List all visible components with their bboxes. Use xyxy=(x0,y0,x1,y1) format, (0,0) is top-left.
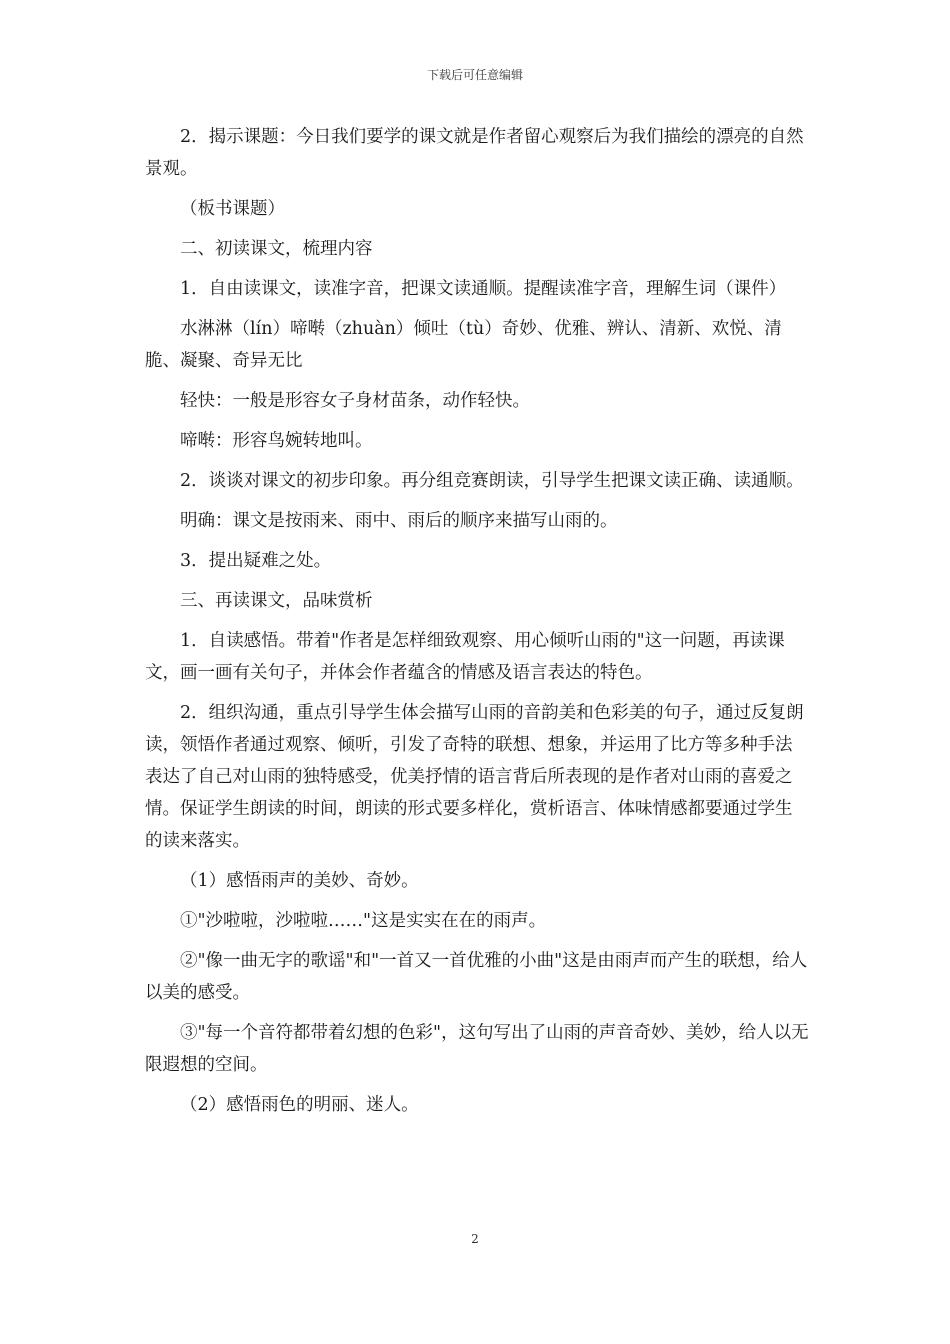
paragraph-vocabulary-list: 水淋淋（lín）啼啭（zhuàn）倾吐（tù）奇妙、优雅、辨认、清新、欢悦、清脆、凝聚、奇异无比 xyxy=(145,319,782,371)
paragraph-rain-color-heading: （2）感悟雨色的明丽、迷人。 xyxy=(180,1095,419,1115)
page-number: 2 xyxy=(471,1232,479,1246)
paragraph-free-reading: 1．自由读课文，读准字音，把课文读通顺。提醒读准字音，理解生词（课件） xyxy=(180,279,787,299)
section-heading-rereading: 三、再读课文，品味赏析 xyxy=(180,591,373,611)
section-heading-first-reading: 二、初读课文，梳理内容 xyxy=(180,239,373,259)
paragraph-raise-questions: 3．提出疑难之处。 xyxy=(180,551,332,571)
paragraph-self-reading: 1．自读感悟。带着"作者是怎样细致观察、用心倾听山雨的"这一问题，再读课文，画一画有关句子，并体会作者蕴含的情感及语言表达的特色。 xyxy=(145,631,785,683)
paragraph-first-impression: 2．谈谈对课文的初步印象。再分组竞赛朗读，引导学生把课文读正确、读通顺。 xyxy=(180,471,804,491)
paragraph-rain-sound-2: ②"像一曲无字的歌谣"和"一首又一首优雅的小曲"这是由雨声而产生的联想，给人以美的感受。 xyxy=(145,951,808,1003)
paragraph-rain-sound-3: ③"每一个音符都带着幻想的色彩"，这句写出了山雨的声音奇妙、美妙，给人以无限遐想的空间。 xyxy=(145,1023,809,1075)
paragraph-definition-chirp: 啼啭：形容鸟婉转地叫。 xyxy=(180,431,373,451)
paragraph-definition-light: 轻快：一般是形容女子身材苗条，动作轻快。 xyxy=(180,391,530,411)
paragraph-reveal-topic: 2．揭示课题：今日我们要学的课文就是作者留心观察后为我们描绘的漂亮的自然景观。 xyxy=(145,127,804,179)
document-body xyxy=(145,121,809,1129)
paragraph-rain-sound-heading: （1）感悟雨声的美妙、奇妙。 xyxy=(180,871,419,891)
page-header: 下载后可任意编辑 xyxy=(426,68,523,82)
paragraph-group-discussion: 2．组织沟通，重点引导学生体会描写山雨的音韵美和色彩美的句子，通过反复朗读，领悟作者通过观察、倾听，引发了奇特的联想、想象，并运用了比方等多种手法表达了自己对山雨的独特感受，优美抒情的语言背后所表现的是作者对山雨的喜爱之情。保证学生朗读的时间，朗读的形式要多样化，赏析语言、体味情感都要通过学生的读来落实。 xyxy=(145,703,804,851)
paragraph-clarification: 明确：课文是按雨来、雨中、雨后的顺序来描写山雨的。 xyxy=(180,511,618,531)
paragraph-board-title: （板书课题） xyxy=(180,199,285,219)
paragraph-rain-sound-1: ①"沙啦啦，沙啦啦……"这是实实在在的雨声。 xyxy=(180,911,547,931)
